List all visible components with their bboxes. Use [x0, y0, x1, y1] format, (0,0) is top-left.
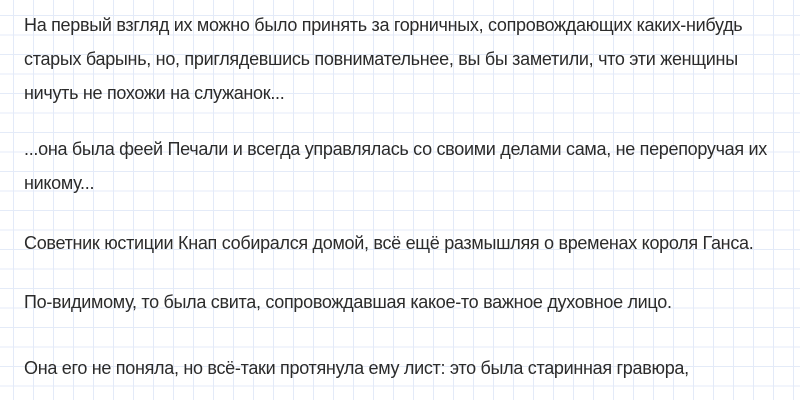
paragraph [24, 285, 782, 319]
text-line: Советник юстиции Кнап собирался домой, всё ещё размышляя о временах короля Ганса. [24, 233, 754, 253]
text-line: По-видимому, то была свита, сопровождавшая какое-то важное духовное лицо. [24, 292, 672, 312]
text-line: Она его не поняла, но всё-таки протянула ему лист: это была старинная гравюра, [24, 358, 689, 378]
paragraph [24, 132, 782, 200]
text-line: ничуть не похожи на служанок... [24, 83, 285, 103]
text-line: никому... [24, 173, 95, 193]
text-line: старых барынь, но, приглядевшись повнимательнее, вы бы заметили, что эти женщины [24, 49, 738, 69]
paragraph [24, 226, 782, 260]
text-line: ...она была феей Печали и всегда управлялась со своими делами сама, не перепоручая их [24, 139, 767, 159]
paragraph [24, 351, 782, 385]
text-line: На первый взгляд их можно было принять за горничных, сопровождающих каких-нибудь [24, 15, 743, 35]
paragraph [24, 8, 782, 110]
